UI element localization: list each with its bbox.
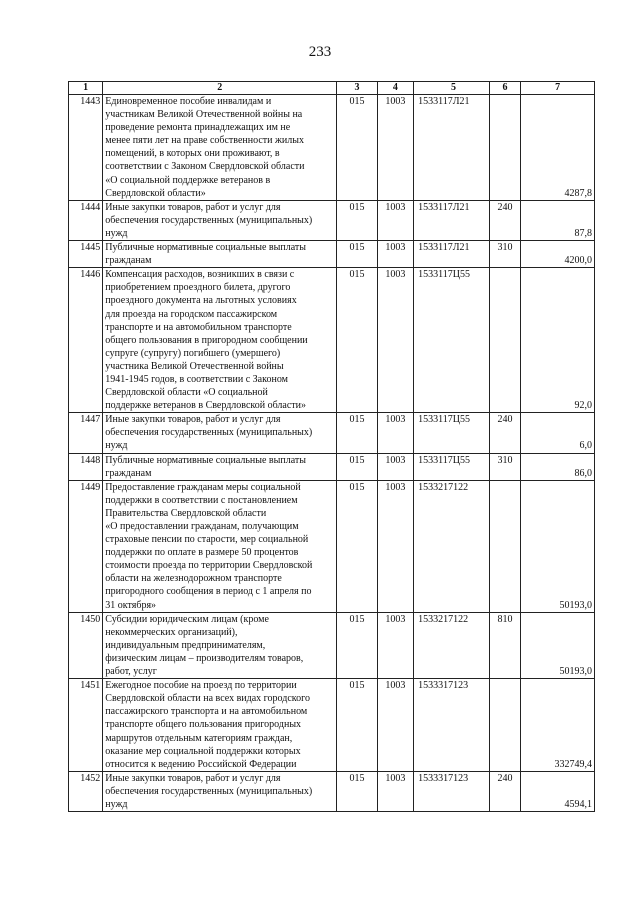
section-code: 1003 — [377, 453, 413, 480]
expense-name — [103, 612, 337, 678]
expense-name-line: обеспечения государственных (муниципальных) — [105, 785, 313, 797]
target-code: 1533217122 — [414, 612, 490, 678]
expense-name-line: поддержке ветеранов в Свердловской области» — [105, 400, 307, 412]
expense-name-line: маршрутов отдельным категориям граждан, — [105, 732, 293, 744]
expense-type-code — [489, 268, 520, 413]
ministry-code: 015 — [337, 453, 378, 480]
section-code: 1003 — [377, 480, 413, 612]
amount: 4200,0 — [521, 241, 595, 268]
section-code: 1003 — [377, 241, 413, 268]
column-header: 5 — [414, 82, 490, 95]
ministry-code: 015 — [337, 612, 378, 678]
expense-name-line: пассажирского транспорта и на автомобильном — [105, 706, 308, 718]
expense-type-code: 310 — [489, 453, 520, 480]
amount: 92,0 — [521, 268, 595, 413]
target-code: 1533317123 — [414, 771, 490, 811]
expense-name-line: Ежегодное пособие на проезд по территории — [105, 680, 297, 692]
expense-name-line: нужд — [105, 227, 128, 239]
expense-type-code: 240 — [489, 413, 520, 453]
expense-name-line: транспорте общего пользования пригородных — [105, 719, 302, 731]
table-row — [69, 453, 595, 480]
expense-name — [103, 480, 337, 612]
expense-name-line: транспорте и на автомобильном транспорте — [105, 321, 292, 333]
expense-name-line: гражданам — [105, 467, 152, 479]
section-code: 1003 — [377, 771, 413, 811]
table-row — [69, 241, 595, 268]
section-code: 1003 — [377, 679, 413, 772]
table-row — [69, 612, 595, 678]
table-row — [69, 771, 595, 811]
expense-type-code: 810 — [489, 612, 520, 678]
expense-name-line: Правительства Свердловской области — [105, 507, 267, 519]
expense-name-line: супруге (супругу) погибшего (умершего) — [105, 347, 281, 359]
column-header: 1 — [69, 82, 103, 95]
expense-name-line: страховые пенсии по старости, мер социальной — [105, 534, 309, 546]
ministry-code: 015 — [337, 268, 378, 413]
row-number: 1443 — [69, 95, 103, 201]
expense-name-line: стоимости проезда по территории Свердловской — [105, 560, 313, 572]
section-code: 1003 — [377, 95, 413, 201]
expense-name-line: относится к ведению Российской Федерации — [105, 758, 297, 770]
expense-name — [103, 771, 337, 811]
ministry-code: 015 — [337, 95, 378, 201]
amount: 50193,0 — [521, 480, 595, 612]
amount: 4287,8 — [521, 95, 595, 201]
table-row — [69, 200, 595, 240]
expense-name-line: нужд — [105, 798, 128, 810]
expense-name-line: общего пользования в пригородном сообщении — [105, 334, 308, 346]
expense-name-line: нужд — [105, 440, 128, 452]
expense-name-line: проведение ремонта принадлежащих им не — [105, 122, 291, 134]
target-code: 1533117Ц55 — [414, 268, 490, 413]
expense-name-line: Иные закупки товаров, работ и услуг для — [105, 772, 281, 784]
ministry-code: 015 — [337, 679, 378, 772]
ministry-code: 015 — [337, 771, 378, 811]
row-number: 1452 — [69, 771, 103, 811]
ministry-code: 015 — [337, 200, 378, 240]
amount: 332749,4 — [521, 679, 595, 772]
expense-type-code: 240 — [489, 771, 520, 811]
expense-name-line: Компенсация расходов, возникших в связи с — [105, 269, 295, 281]
expense-name-line: Субсидии юридическим лицам (кроме — [105, 613, 269, 625]
amount: 86,0 — [521, 453, 595, 480]
amount: 50193,0 — [521, 612, 595, 678]
column-header: 7 — [521, 82, 595, 95]
target-code: 1533217122 — [414, 480, 490, 612]
page-number: 233 — [308, 44, 332, 60]
expense-name-line: «О социальной поддержке ветеранов в — [105, 174, 271, 186]
expense-name-line: области на железнодорожном транспорте — [105, 573, 282, 585]
target-code: 1533117Л21 — [414, 241, 490, 268]
expense-name-line: участникам Великой Отечественной войны на — [105, 109, 303, 121]
expense-name-line: некоммерческих организаций), — [105, 626, 238, 638]
ministry-code: 015 — [337, 480, 378, 612]
expense-name-line: Единовременное пособие инвалидам и — [105, 96, 272, 107]
expense-name-line: физическим лицам – производителям товаров, — [105, 652, 304, 664]
expense-name-line: Иные закупки товаров, работ и услуг для — [105, 414, 281, 426]
expense-name-line: Предоставление гражданам меры социальной — [105, 481, 301, 493]
expense-name-line: для проезда на городском пассажирском — [105, 308, 278, 320]
row-number: 1448 — [69, 453, 103, 480]
expense-name — [103, 268, 337, 413]
table-row — [69, 268, 595, 413]
expense-name — [103, 95, 337, 201]
expense-name — [103, 679, 337, 772]
expense-name-line: обеспечения государственных (муниципальных) — [105, 214, 313, 226]
expense-name-line: приобретением проездного билета, другого — [105, 282, 291, 294]
expense-type-code — [489, 480, 520, 612]
amount: 87,8 — [521, 200, 595, 240]
section-code: 1003 — [377, 413, 413, 453]
expense-type-code — [489, 679, 520, 772]
table-header-row — [69, 82, 595, 95]
expense-name-line: 1941-1945 годов, в соответствии с Законом — [105, 373, 288, 385]
expense-name-line: соответствии с Законом Свердловской области — [105, 161, 305, 173]
column-header: 6 — [489, 82, 520, 95]
expense-name-line: Свердловской области «О социальной — [105, 387, 268, 399]
row-number: 1450 — [69, 612, 103, 678]
expense-name — [103, 413, 337, 453]
expense-name-line: участника Великой Отечественной войны — [105, 360, 284, 372]
column-header: 2 — [103, 82, 337, 95]
row-number: 1451 — [69, 679, 103, 772]
expense-type-code: 310 — [489, 241, 520, 268]
expense-name-line: Публичные нормативные социальные выплаты — [105, 454, 306, 466]
expense-name — [103, 453, 337, 480]
target-code: 1533117Л21 — [414, 95, 490, 201]
expense-name-line: Публичные нормативные социальные выплаты — [105, 242, 306, 254]
row-number: 1447 — [69, 413, 103, 453]
expense-name-line: Свердловской области» — [105, 187, 206, 199]
target-code: 1533117Ц55 — [414, 453, 490, 480]
target-code: 1533317123 — [414, 679, 490, 772]
expense-name-line: оказание мер социальной поддержки которых — [105, 745, 301, 757]
section-code: 1003 — [377, 200, 413, 240]
expense-name-line: помещений, в которых они проживают, в — [105, 148, 280, 160]
expense-name-line: Иные закупки товаров, работ и услуг для — [105, 201, 281, 213]
row-number: 1444 — [69, 200, 103, 240]
expense-name-line: менее пяти лет на праве собственности жилых — [105, 135, 304, 147]
expense-type-code: 240 — [489, 200, 520, 240]
expense-name-line: индивидуальным предпринимателям, — [105, 639, 266, 651]
expense-name-line: проездного документа на льготных условиях — [105, 295, 297, 307]
budget-table — [68, 81, 595, 812]
expense-name-line: поддержки в соответствии с постановлением — [105, 494, 298, 506]
column-header: 3 — [337, 82, 378, 95]
expense-name-line: пригородного сообщения в период с 1 апреля по — [105, 586, 312, 598]
row-number: 1449 — [69, 480, 103, 612]
target-code: 1533117Ц55 — [414, 413, 490, 453]
expense-name — [103, 241, 337, 268]
table-row — [69, 95, 595, 201]
row-number: 1446 — [69, 268, 103, 413]
table-row — [69, 480, 595, 612]
expense-name-line: 31 октября» — [105, 599, 157, 611]
ministry-code: 015 — [337, 413, 378, 453]
target-code: 1533117Л21 — [414, 200, 490, 240]
expense-name-line: поддержки по оплате в размере 50 процентов — [105, 547, 299, 559]
section-code: 1003 — [377, 268, 413, 413]
table-body — [69, 95, 595, 812]
amount: 4594,1 — [521, 771, 595, 811]
expense-type-code — [489, 95, 520, 201]
row-number: 1445 — [69, 241, 103, 268]
expense-name-line: гражданам — [105, 255, 152, 267]
ministry-code: 015 — [337, 241, 378, 268]
expense-name-line: обеспечения государственных (муниципальных) — [105, 427, 313, 439]
expense-name-line: «О предоставлении гражданам, получающим — [105, 521, 299, 532]
expense-name-line: работ, услуг — [105, 666, 157, 678]
table-row — [69, 413, 595, 453]
table-row — [69, 679, 595, 772]
expense-name-line: Свердловской области на всех видах городского — [105, 693, 310, 705]
amount: 6,0 — [521, 413, 595, 453]
column-header: 4 — [377, 82, 413, 95]
expense-name — [103, 200, 337, 240]
section-code: 1003 — [377, 612, 413, 678]
